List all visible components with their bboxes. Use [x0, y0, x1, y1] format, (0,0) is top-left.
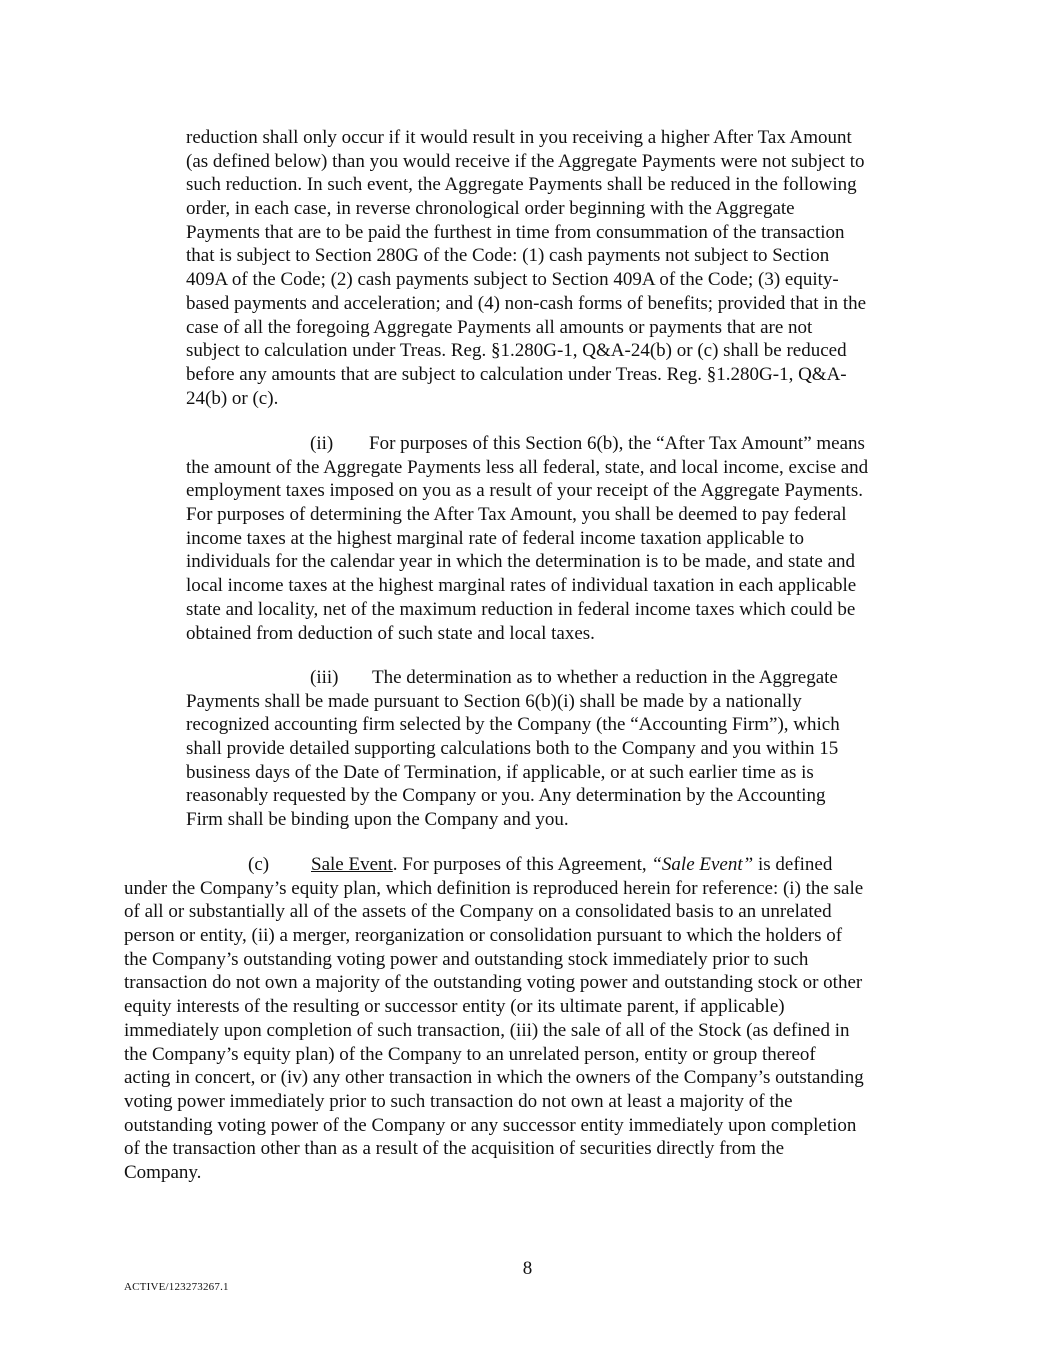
- text-line-first: [186, 432, 868, 456]
- text-line: shall provide detailed supporting calculations both to the Company and you within 15: [186, 738, 839, 760]
- text-line: recognized accounting firm selected by the Company (the “Accounting Firm”), which: [186, 714, 840, 736]
- subsection-label: (iii): [310, 667, 339, 688]
- text-line: employment taxes imposed on you as a result of your receipt of the Aggregate Payments.: [186, 480, 863, 502]
- text-line: of all or substantially all of the assets of the Company on a consolidated basis to an unrelated: [124, 901, 832, 923]
- text-line: person or entity, (ii) a merger, reorganization or consolidation pursuant to which the holders of: [124, 925, 843, 947]
- text-span: is defined: [753, 854, 833, 875]
- text-line: of the transaction other than as a result of the acquisition of securities directly from the: [124, 1138, 785, 1160]
- text-line: individuals for the calendar year in which the determination is to be made, and state and: [186, 551, 855, 573]
- text-line: outstanding voting power of the Company or any successor entity immediately upon completion: [124, 1114, 857, 1136]
- text-line: state and locality, net of the maximum reduction in federal income taxes which could be: [186, 598, 856, 620]
- text-line: order, in each case, in reverse chronological order beginning with the Aggregate: [186, 198, 795, 220]
- text-line: before any amounts that are subject to calculation under Treas. Reg. §1.280G-1, Q&A-: [186, 363, 847, 385]
- text-line: Payments shall be made pursuant to Section 6(b)(i) shall be made by a nationally: [186, 690, 802, 712]
- text-line: acting in concert, or (iv) any other transaction in which the owners of the Company’s outstanding: [124, 1067, 864, 1089]
- text-line: 24(b) or (c).: [186, 387, 279, 409]
- document-id: ACTIVE/123273267.1: [124, 1281, 229, 1293]
- text-line: local income taxes at the highest marginal rates of individual taxation in each applicable: [186, 575, 857, 597]
- paragraph-after-tax-amount: [186, 432, 868, 645]
- text-line: (as defined below) than you would receive if the Aggregate Payments were not subject to: [186, 150, 865, 172]
- text-line: the amount of the Aggregate Payments less all federal, state, and local income, excise and: [186, 456, 869, 478]
- text-line: reasonably requested by the Company or you. Any determination by the Accounting: [186, 785, 826, 807]
- text-line: such reduction. In such event, the Aggregate Payments shall be reduced in the following: [186, 174, 857, 196]
- text-line: that is subject to Section 280G of the Code: (1) cash payments not subject to Section: [186, 245, 830, 267]
- text-span: . For purposes of this Agreement,: [392, 854, 652, 875]
- text-line-first: [186, 666, 840, 690]
- text-line: under the Company’s equity plan, which definition is reproduced herein for reference: (i) the sale: [124, 877, 864, 899]
- text-line: the Company’s outstanding voting power and outstanding stock immediately prior to such: [124, 948, 809, 970]
- text-line: business days of the Date of Termination, if applicable, or at such earlier time as is: [186, 761, 814, 783]
- text-line: obtained from deduction of such state and local taxes.: [186, 622, 595, 644]
- text-line: case of all the foregoing Aggregate Payments all amounts or payments that are not: [186, 316, 813, 338]
- defined-term: “Sale Event”: [651, 854, 754, 875]
- section-label: (c): [248, 854, 270, 875]
- text-line: based payments and acceleration; and (4) non-cash forms of benefits; provided that in the: [186, 292, 867, 314]
- text-line: immediately upon completion of such transaction, (iii) the sale of all of the Stock (as defined in: [124, 1019, 850, 1041]
- text-span: For purposes of this Section 6(b), the “After Tax Amount” means: [369, 433, 865, 454]
- text-line: Payments that are to be paid the furthest in time from consummation of the transaction: [186, 221, 845, 243]
- page-number: 8: [522, 1258, 533, 1279]
- text-line: income taxes at the highest marginal rate of federal income taxation applicable to: [186, 527, 804, 549]
- text-line: equity interests of the resulting or successor entity (or its ultimate parent, if applicable): [124, 996, 785, 1018]
- text-line: the Company’s equity plan) of the Company to an unrelated person, entity or group thereof: [124, 1043, 816, 1065]
- text-line: reduction shall only occur if it would result in you receiving a higher After Tax Amount: [186, 127, 852, 148]
- text-line: Company.: [124, 1161, 202, 1183]
- text-line: voting power immediately prior to such transaction do not own at least a majority of the: [124, 1090, 793, 1112]
- section-heading: Sale Event: [311, 854, 393, 875]
- text-line: Firm shall be binding upon the Company and you.: [186, 809, 569, 831]
- text-line: transaction do not own a majority of the outstanding voting power and outstanding stock or other: [124, 972, 863, 994]
- subsection-label: (ii): [310, 433, 334, 454]
- text-span: The determination as to whether a reduction in the Aggregate: [372, 667, 838, 688]
- text-line-first: [124, 853, 864, 877]
- text-line: For purposes of determining the After Tax Amount, you shall be deemed to pay federal: [186, 504, 847, 526]
- paragraph-sale-event: [124, 853, 864, 1185]
- text-line: 409A of the Code; (2) cash payments subject to Section 409A of the Code; (3) equity-: [186, 269, 839, 291]
- paragraph-accounting-firm: [186, 666, 840, 832]
- paragraph-reduction-order: [186, 126, 866, 410]
- text-line: subject to calculation under Treas. Reg. §1.280G-1, Q&A-24(b) or (c) shall be reduced: [186, 340, 847, 362]
